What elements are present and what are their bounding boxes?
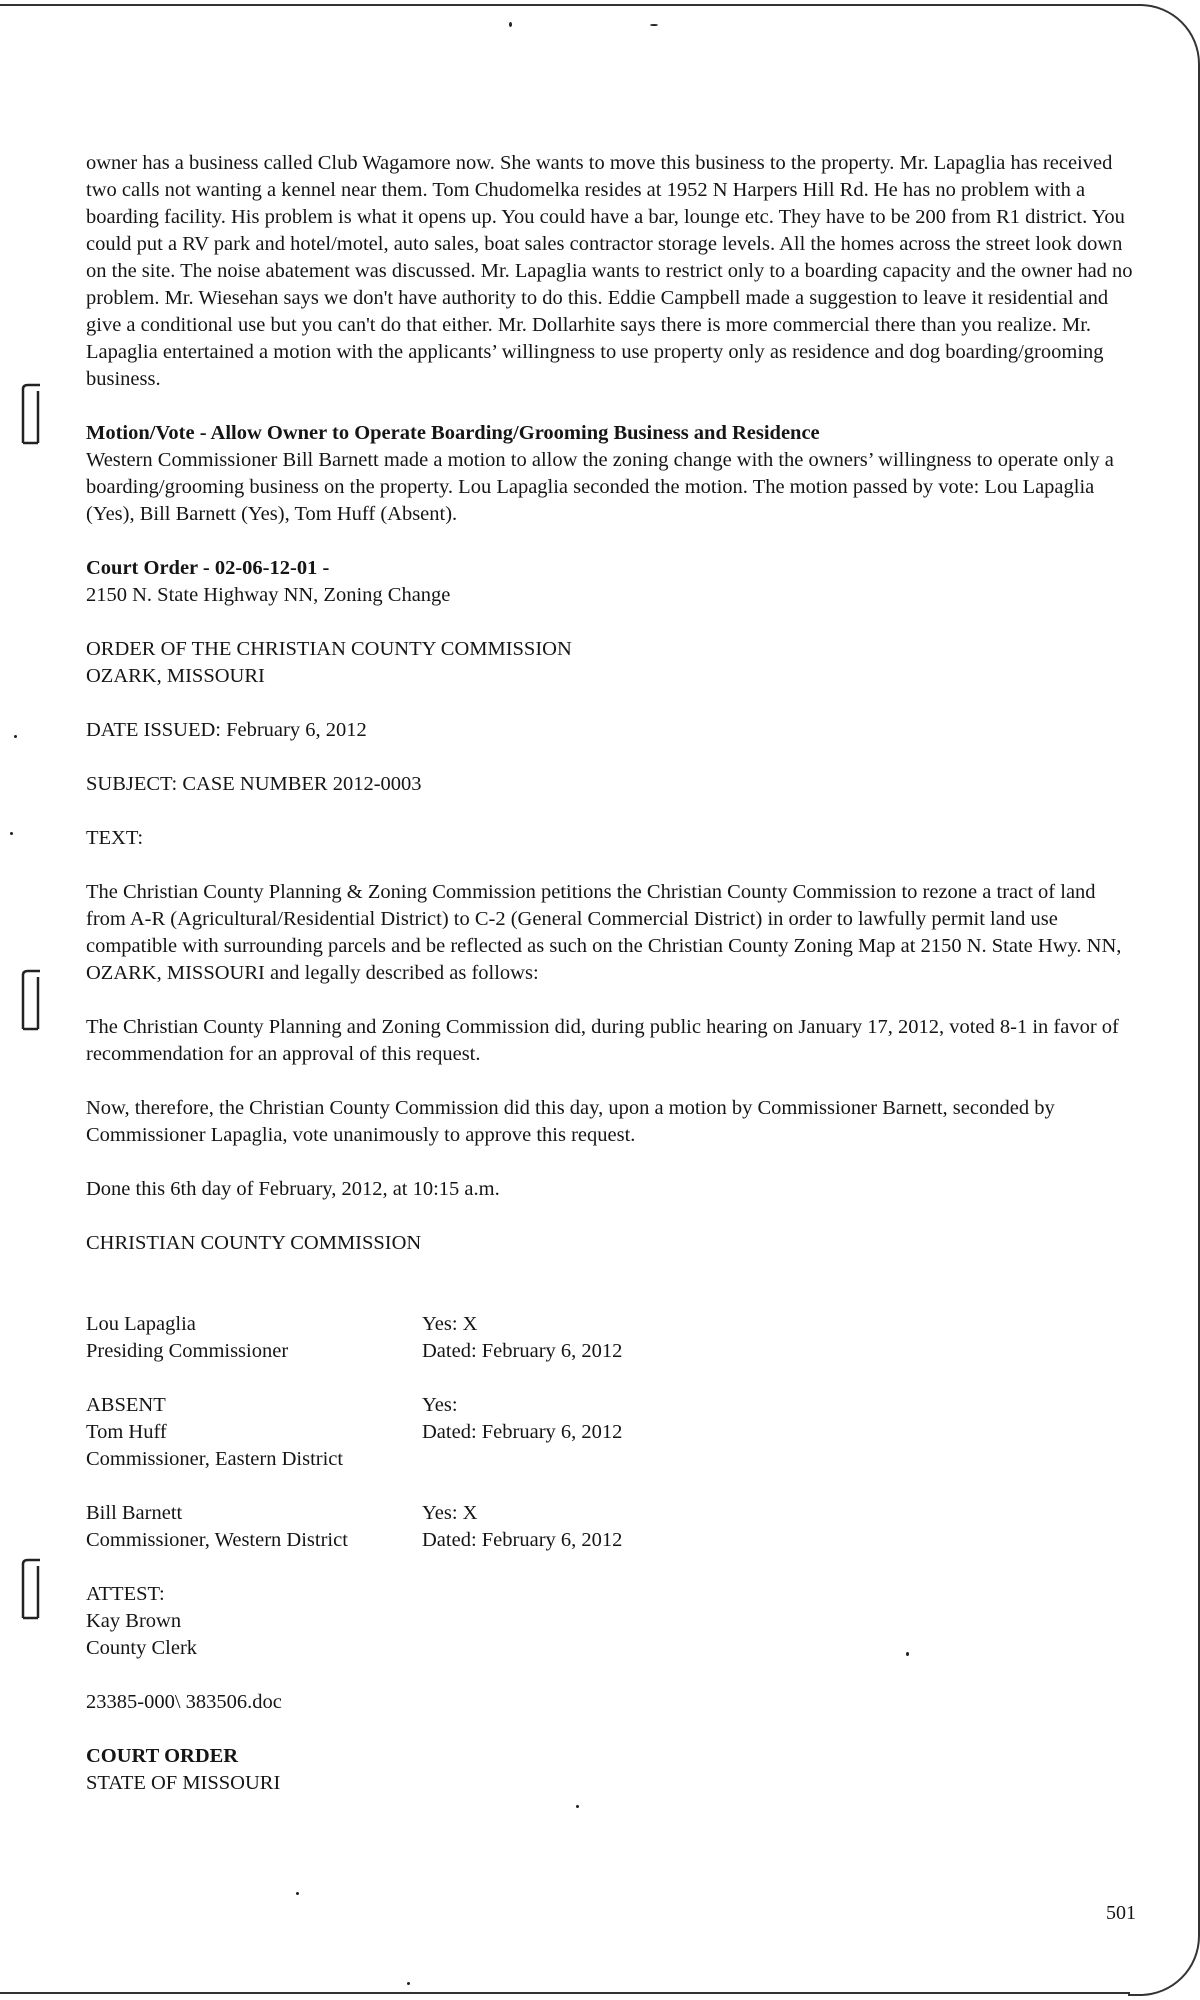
subject-line: SUBJECT: CASE NUMBER 2012-0003 (86, 773, 422, 795)
binder-hole-icon (20, 383, 42, 445)
motion-heading: Motion/Vote - Allow Owner to Operate Boarding/Grooming Business and Residence (86, 422, 820, 444)
scan-top-edge (0, 4, 1130, 6)
signer-title: Commissioner, Eastern District (86, 1448, 344, 1470)
vote-mark: Yes: (422, 1394, 458, 1416)
scan-bottom-edge (0, 1992, 1130, 1994)
clerk-name: Kay Brown (86, 1610, 182, 1632)
signature-date: Dated: February 6, 2012 (422, 1340, 623, 1362)
signature-block-eastern (86, 1392, 1136, 1473)
scan-speck (576, 1805, 579, 1808)
scan-speck (407, 1982, 410, 1985)
vote-mark: Yes: X (422, 1313, 478, 1335)
vote-mark: Yes: X (422, 1502, 478, 1524)
scan-right-edge (1128, 4, 1200, 1996)
rezone-paragraph: The Christian County Planning & Zoning Commission petitions the Christian County Commission to rezone a tract of land from A-R (Agricultural/Residential District) to C-2 (General Commercial District) in order to lawfully permit land use compatible with surrounding parcels and be reflected as such on the Christian County Zoning Map at 2150 N. State Hwy. NN, OZARK, MISSOURI and legally described as follows: (86, 881, 1122, 984)
scan-speck (10, 832, 13, 835)
attest-label: ATTEST: (86, 1583, 165, 1605)
signer-name: Tom Huff (86, 1421, 167, 1443)
document-body (86, 150, 1136, 1797)
signer-name: Bill Barnett (86, 1502, 183, 1524)
page-number: 501 (1106, 1902, 1136, 1924)
signature-block-western (86, 1500, 1136, 1554)
scan-speck (650, 24, 658, 26)
binder-hole-icon (20, 969, 42, 1031)
commission-name: CHRISTIAN COUNTY COMMISSION (86, 1232, 422, 1254)
order-location: OZARK, MISSOURI (86, 665, 265, 687)
signer-name: Lou Lapaglia (86, 1313, 196, 1335)
court-order-subheading: 2150 N. State Highway NN, Zoning Change (86, 584, 451, 606)
court-order-heading: Court Order - 02-06-12-01 - (86, 557, 330, 579)
text-label: TEXT: (86, 827, 144, 849)
approval-paragraph: Now, therefore, the Christian County Commission did this day, upon a motion by Commissioner Barnett, seconded by Commissioner Lapaglia, vote unanimously to approve this request. (86, 1097, 1055, 1146)
motion-paragraph: Western Commissioner Bill Barnett made a motion to allow the zoning change with the owners’ willingness to operate only a boarding/grooming business on the property. Lou Lapaglia seconded the motion. The motion passed by vote: Lou Lapaglia (Yes), Bill Barnett (Yes), Tom Huff (Absent). (86, 449, 1114, 525)
signature-block-presiding (86, 1311, 1136, 1365)
signer-title: Commissioner, Western District (86, 1529, 348, 1551)
scan-speck (509, 22, 512, 27)
hearing-paragraph: The Christian County Planning and Zoning Commission did, during public hearing on January 17, 2012, voted 8-1 in favor of recommendation for an approval of this request. (86, 1016, 1119, 1065)
binder-hole-icon (20, 1558, 42, 1620)
file-reference: 23385-000\ 383506.doc (86, 1691, 282, 1713)
scan-speck (296, 1892, 299, 1895)
clerk-title: County Clerk (86, 1637, 198, 1659)
scan-speck (14, 735, 17, 738)
absent-label: ABSENT (86, 1394, 166, 1416)
discussion-paragraph: owner has a business called Club Wagamore now. She wants to move this business to the property. Mr. Lapaglia has received two calls not wanting a kennel near them. Tom Chudomelka resides at 1952 N Harpers Hill Rd. He has no problem with a boarding facility. His problem is what it opens up. You could have a bar, lounge etc. They have to be 200 from R1 district. You could put a RV park and hotel/motel, auto sales, boat sales contractor storage levels. All the homes across the street look down on the site. The noise abatement was discussed. Mr. Lapaglia wants to restrict only to a boarding capacity and the owner had no problem. Mr. Wiesehan says we don't have authority to do this. Eddie Campbell made a suggestion to leave it residential and give a conditional use but you can't do that either. Mr. Dollarhite says there is more commercial there than you realize. Mr. Lapaglia entertained a motion with the applicants’ willingness to use property only as residence and dog boarding/grooming business. (86, 152, 1133, 390)
order-title: ORDER OF THE CHRISTIAN COUNTY COMMISSION (86, 638, 572, 660)
signature-date: Dated: February 6, 2012 (422, 1421, 623, 1443)
footer-court-order-heading: COURT ORDER (86, 1745, 239, 1767)
footer-state: STATE OF MISSOURI (86, 1772, 281, 1794)
signature-date: Dated: February 6, 2012 (422, 1529, 623, 1551)
done-line: Done this 6th day of February, 2012, at 10:15 a.m. (86, 1178, 500, 1200)
signer-title: Presiding Commissioner (86, 1340, 289, 1362)
date-issued: DATE ISSUED: February 6, 2012 (86, 719, 367, 741)
